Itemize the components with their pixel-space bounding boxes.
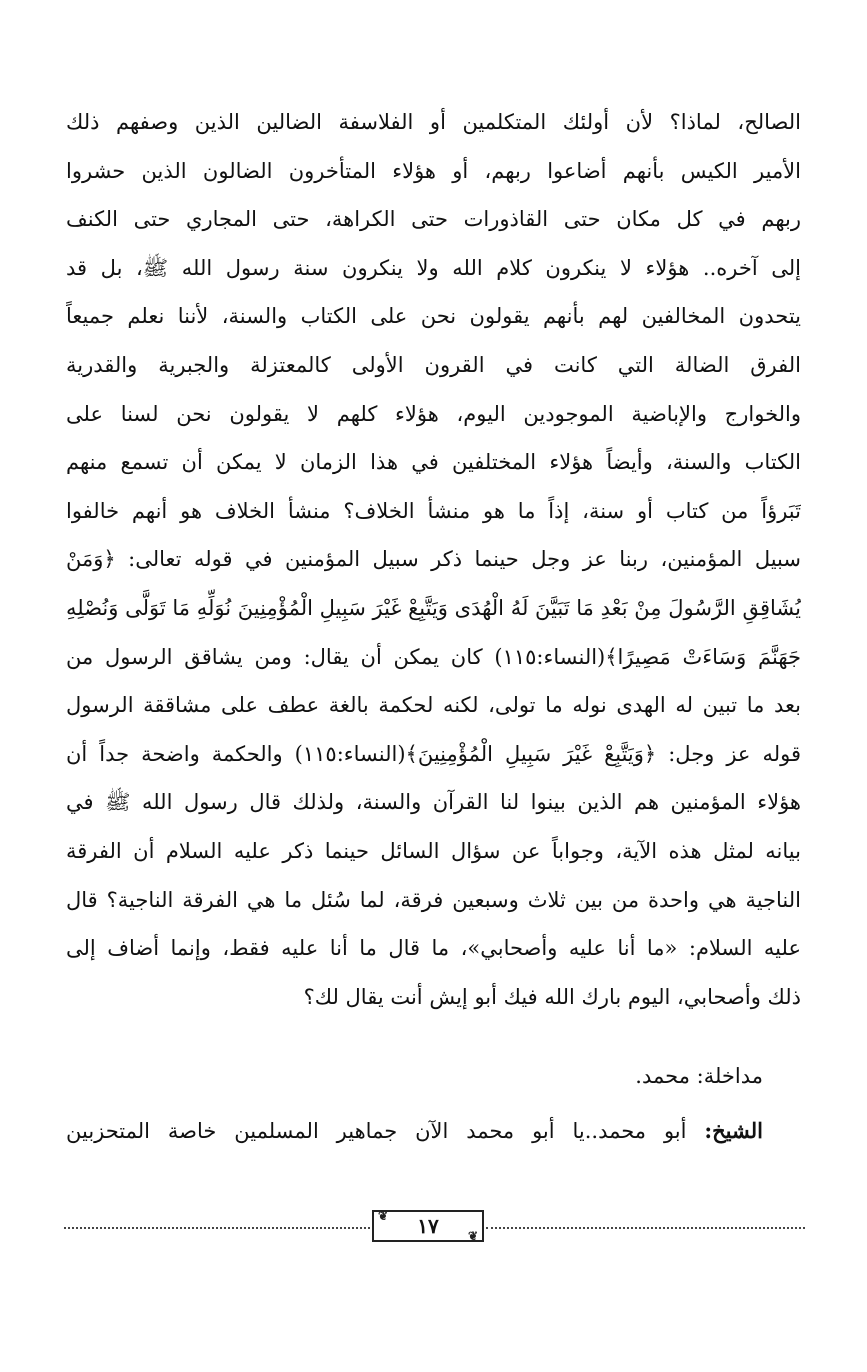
- text-line: ربهم في كل مكان حتى القاذورات حتى الكراهة، حتى المجاري حتى الكنف: [66, 207, 801, 232]
- text-line: تَبَرؤاً من كتاب أو سنة، إذاً ما هو منشأ الخلاف؟ منشأ الخلاف هو أنهم خالفوا: [66, 498, 801, 523]
- footer-dotted-rule-right: [486, 1227, 805, 1229]
- page-number: ١٧: [417, 1214, 439, 1238]
- page-number-frame: [372, 1210, 484, 1242]
- frame-ornament-icon: ❦: [467, 1229, 478, 1243]
- speaker-text: أبو محمد..يا أبو محمد الآن جماهير المسلمين خاصة المتحزبين: [66, 1119, 705, 1143]
- text-line: والخوارج والإباضية الموجودين اليوم، هؤلاء كلهم لا يقولون نحن لسنا على: [66, 401, 801, 426]
- frame-ornament-icon: ❦: [378, 1209, 389, 1223]
- sheikh-line: [66, 1118, 763, 1143]
- text-line: الكتاب والسنة، وأيضاً هؤلاء المختلفين في هذا الزمان لا يمكن أن تسمع منهم: [66, 450, 801, 475]
- text-line: بيانه لمثل هذه الآية، وجواباً عن سؤال السائل حينما ذكر عليه السلام أن الفرقة: [66, 838, 801, 863]
- quran-verse-line: يُشَاقِقِ الرَّسُولَ مِنْ بَعْدِ مَا تَبَيَّنَ لَهُ الْهُدَى وَيَتَّبِعْ غَيْرَ سَبِيلِ الْمُؤْمِنِينَ نُوَلِّهِ مَا تَوَلَّى وَنُصْلِهِ: [66, 595, 801, 620]
- speaker-label: الشيخ:: [704, 1118, 763, 1143]
- text-line: الفرق الضالة التي كانت في القرون الأولى كالمعتزلة والجبرية والقدرية: [66, 352, 801, 377]
- text-line: عليه السلام: «ما أنا عليه وأصحابي»، ما قال ما أنا عليه فقط، وإنما أضاف إلى: [66, 936, 801, 961]
- text-line: يتحدون المخالفين لهم بأنهم يقولون نحن على الكتاب والسنة، لأننا نعلم جميعاً: [66, 304, 801, 329]
- body-text: [66, 98, 801, 1021]
- footer-dotted-rule-left: [64, 1227, 370, 1229]
- text-line: هؤلاء المؤمنين هم الذين بينوا لنا القرآن والسنة، ولذلك قال رسول الله ﷺ في: [66, 790, 801, 815]
- text-line: الصالح، لماذا؟ لأن أولئك المتكلمين أو الفلاسفة الضالين الذين وصفهم ذلك: [66, 110, 801, 134]
- interjection-line: مداخلة: محمد.: [635, 1064, 763, 1088]
- text-line: الأمير الكيس بأنهم أضاعوا ربهم، أو هؤلاء المتأخرون الضالون الذين حشروا: [66, 158, 801, 183]
- text-line: الناجية هي واحدة من بين ثلاث وسبعين فرقة، لما سُئل ما هي الفرقة الناجية؟ قال: [66, 887, 801, 912]
- text-line: بعد ما تبين له الهدى نوله ما تولى، لكنه لحكمة بالغة عطف على مشاققة الرسول: [66, 693, 801, 718]
- page-footer: [64, 1208, 805, 1248]
- text-line: إلى آخره.. هؤلاء لا ينكرون كلام الله ولا ينكرون سنة رسول الله ﷺ، بل قد: [66, 255, 801, 280]
- text-line: سبيل المؤمنين، ربنا عز وجل حينما ذكر سبيل المؤمنين في قوله تعالى: ﴿وَمَنْ: [66, 547, 801, 572]
- text-line: جَهَنَّمَ وَسَاءَتْ مَصِيرًا﴾(النساء:١١٥) كان يمكن أن يقال: ومن يشاقق الرسول من: [66, 644, 801, 669]
- text-line: ذلك وأصحابي، اليوم بارك الله فيك أبو إيش أنت يقال لك؟: [303, 984, 801, 1009]
- text-line: قوله عز وجل: ﴿وَيَتَّبِعْ غَيْرَ سَبِيلِ الْمُؤْمِنِينَ﴾(النساء:١١٥) والحكمة واضحة جداً أن: [66, 741, 801, 766]
